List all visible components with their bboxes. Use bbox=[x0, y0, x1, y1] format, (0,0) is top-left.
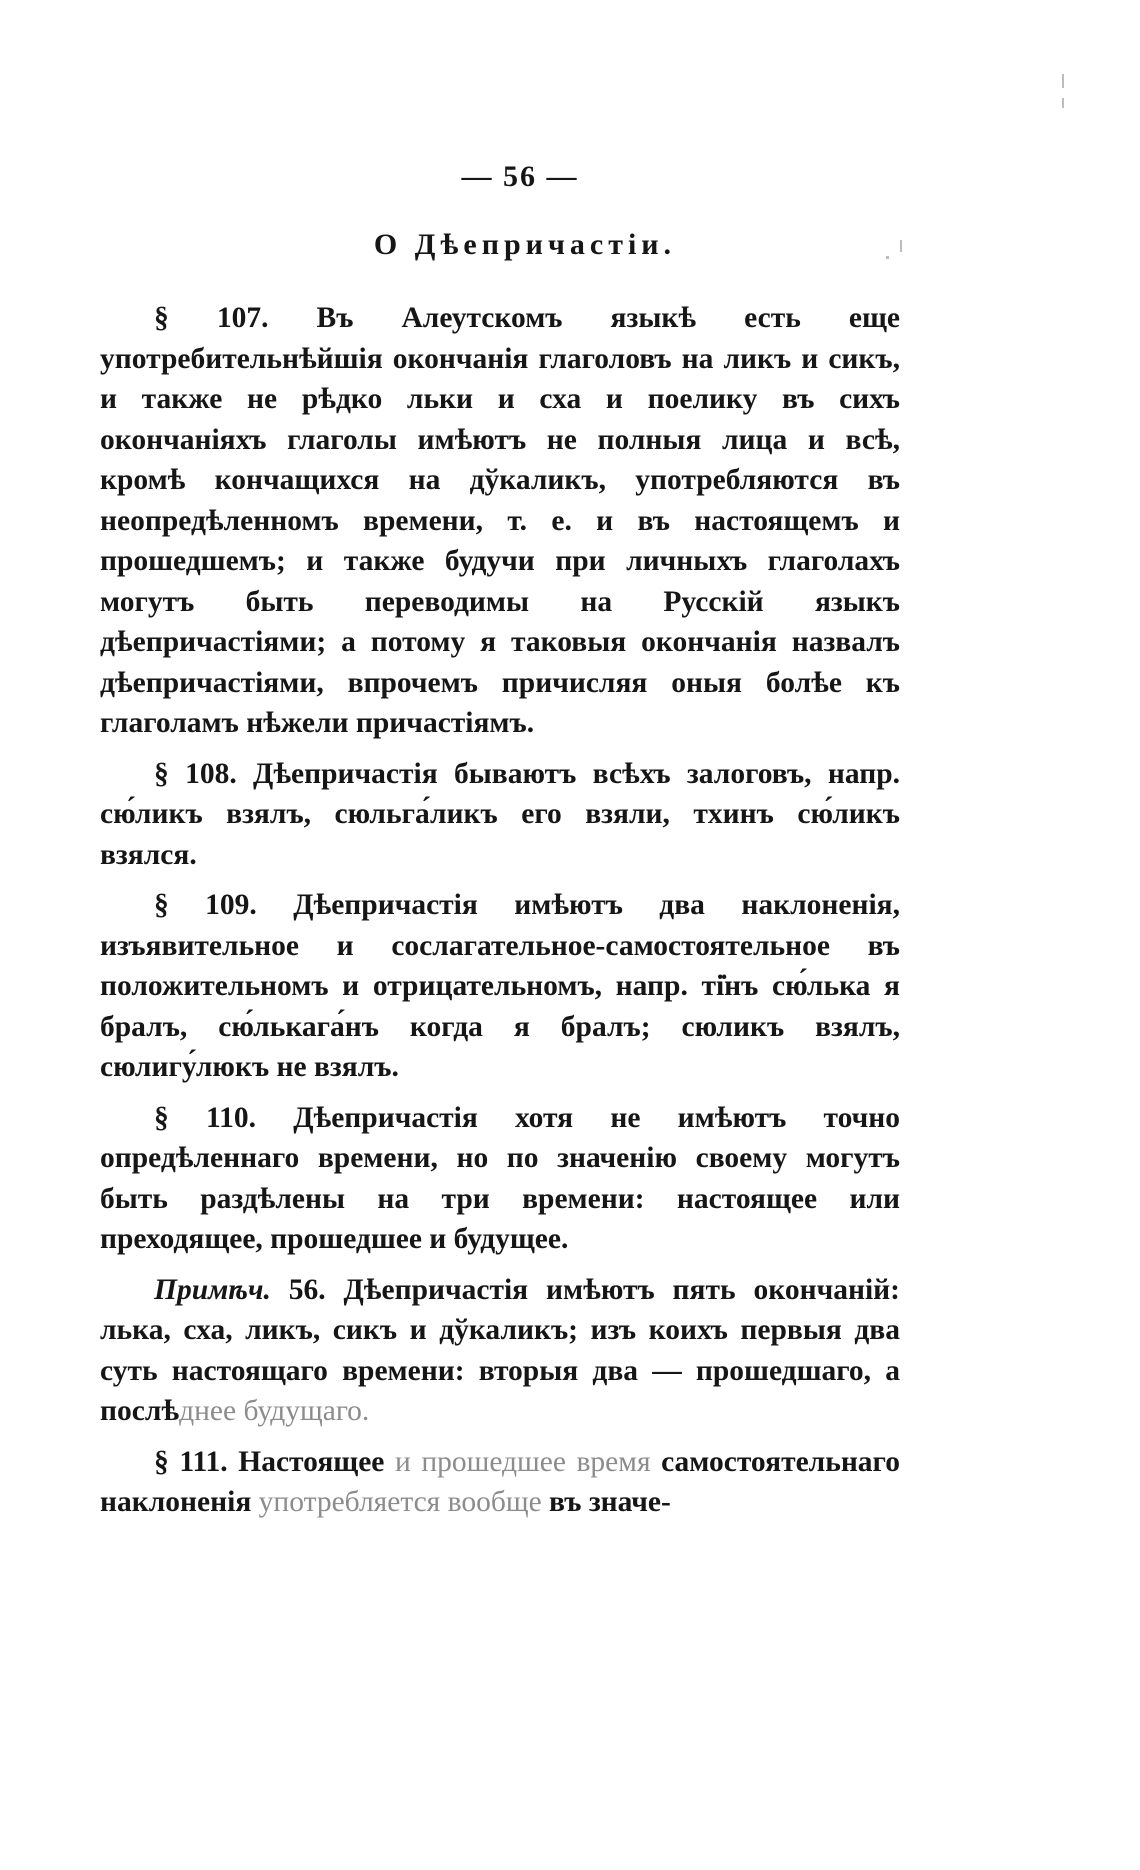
paragraph-text: § 111. Настоящее bbox=[154, 1445, 385, 1478]
paragraph-text: § 110. Дѣепричастія хотя не имѣютъ точно опредѣленнаго времени, но по значенію своему могутъ быть раздѣлены на три времени: настоящее или преходящее, прошедшее и будущее. bbox=[100, 1101, 900, 1255]
note-lead: Примѣч. bbox=[154, 1273, 271, 1306]
paragraph-111 bbox=[100, 1442, 900, 1523]
section-heading: О Дѣепричастіи. bbox=[373, 228, 677, 261]
page-text bbox=[100, 160, 900, 1533]
margin-speck bbox=[1062, 98, 1064, 108]
faded-text: и прошедшее время bbox=[384, 1445, 662, 1478]
paragraph-text: 56. Дѣепричастія имѣютъ пять окончаній: лька, сха, ликъ, сикъ и дўкаликъ; изъ коихъ первыя два суть настоящаго времени: вторыя два — прошедшаго, а послѣ bbox=[100, 1273, 900, 1427]
paragraph-text-end: въ значе- bbox=[541, 1486, 671, 1518]
paragraph-text: § 109. Дѣепричастія имѣютъ два наклоненія, изъявительное и сослагательное-самостоятельное въ положительномъ и отрицательномъ, напр. ті̇нъ сю́лька я бралъ, сю́лькага́нъ когда я бралъ; сюликъ взялъ, сюлигу́люкъ не взялъ. bbox=[100, 889, 900, 1083]
page-number: — 56 — bbox=[461, 160, 579, 193]
paragraph-text: § 108. Дѣепричастія бываютъ всѣхъ залоговъ, напр. сю́ликъ взялъ, сюльга́ликъ его взяли, тхинъ сю́ликъ взялся. bbox=[100, 757, 900, 871]
faded-text-continued: употребляется вообще bbox=[258, 1486, 542, 1518]
paragraph-107 bbox=[100, 298, 900, 744]
faded-text: днее будущаго. bbox=[179, 1395, 370, 1427]
margin-speck bbox=[900, 240, 902, 252]
paragraph-text-continued: самостоятельнаго наклоненія bbox=[100, 1445, 900, 1518]
note-56 bbox=[100, 1270, 900, 1432]
paragraph-text: § 107. Въ Алеутскомъ языкѣ есть еще употребительнѣйшія окончанія глаголовъ на ликъ и сикъ, и также не рѣдко льки и сха и поелику въ сихъ окончаніяхъ глаголы имѣютъ не полныя лица и всѣ, кромѣ кончащихся на дўкаликъ, употребляются въ неопредѣленномъ времени, т. е. и въ настоящемъ и прошедшемъ; и также будучи при личныхъ глаголахъ могутъ быть переводимы на Русскій языкъ дѣепричастіями; а потому я таковыя окончанія назвалъ дѣепричастіями, впрочемъ причисляя оныя болѣе къ глаголамъ нѣжели причастіямъ. bbox=[100, 302, 900, 739]
margin-speck bbox=[1062, 74, 1064, 88]
paragraph-109 bbox=[100, 885, 900, 1088]
paragraph-110 bbox=[100, 1098, 900, 1260]
paragraph-108 bbox=[100, 754, 900, 876]
